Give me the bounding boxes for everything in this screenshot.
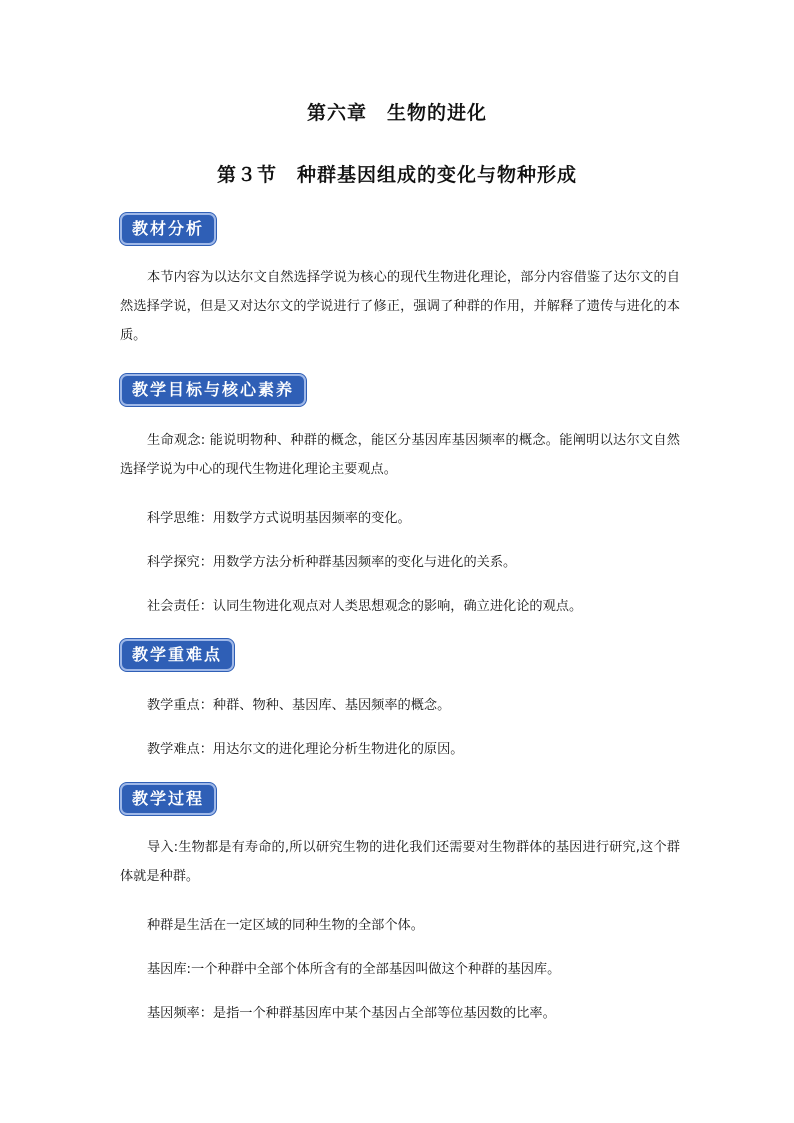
chapter-title: 第六章 生物的进化: [306, 102, 487, 124]
process-gene-pool: 基因库:一个种群中全部个体所含有的全部基因叫做这个种群的基因库。: [147, 962, 561, 977]
section-title: 第３节 种群基因组成的变化与物种形成: [216, 164, 577, 186]
goal-social-responsibility: 社会责任：认同生物进化观点对人类思想观念的影响，确立进化论的观点。: [147, 599, 583, 614]
goal-life-concept: 生命观念: 能说明物种、种群的概念，能区分基因库基因频率的概念。能阐明以达尔文自然选择学说为中心的现代生物进化理论主要观点。: [120, 433, 680, 477]
key-point-difficulty: 教学难点：用达尔文的进化理论分析生物进化的原因。: [147, 742, 464, 757]
badge-key-points: 教学重难点: [120, 639, 234, 671]
badge-goals: 教学目标与核心素养: [120, 374, 306, 406]
process-gene-frequency: 基因频率：是指一个种群基因库中某个基因占全部等位基因数的比率。: [147, 1006, 556, 1021]
analysis-paragraph: 本节内容为以达尔文自然选择学说为核心的现代生物进化理论，部分内容借鉴了达尔文的自然选择学说，但是又对达尔文的学说进行了修正，强调了种群的作用，并解释了遗传与进化的本质。: [120, 270, 680, 343]
badge-process: 教学过程: [120, 783, 216, 815]
goal-scientific-inquiry: 科学探究：用数学方法分析种群基因频率的变化与进化的关系。: [147, 555, 517, 570]
key-point-focus: 教学重点：种群、物种、基因库、基因频率的概念。: [147, 698, 451, 713]
goal-scientific-thinking: 科学思维：用数学方式说明基因频率的变化。: [147, 511, 411, 526]
process-intro: 导入:生物都是有寿命的,所以研究生物的进化我们还需要对生物群体的基因进行研究,这个群体就是种群。: [120, 840, 680, 884]
process-population: 种群是生活在一定区域的同种生物的全部个体。: [147, 918, 424, 933]
badge-analysis: 教材分析: [120, 213, 216, 245]
